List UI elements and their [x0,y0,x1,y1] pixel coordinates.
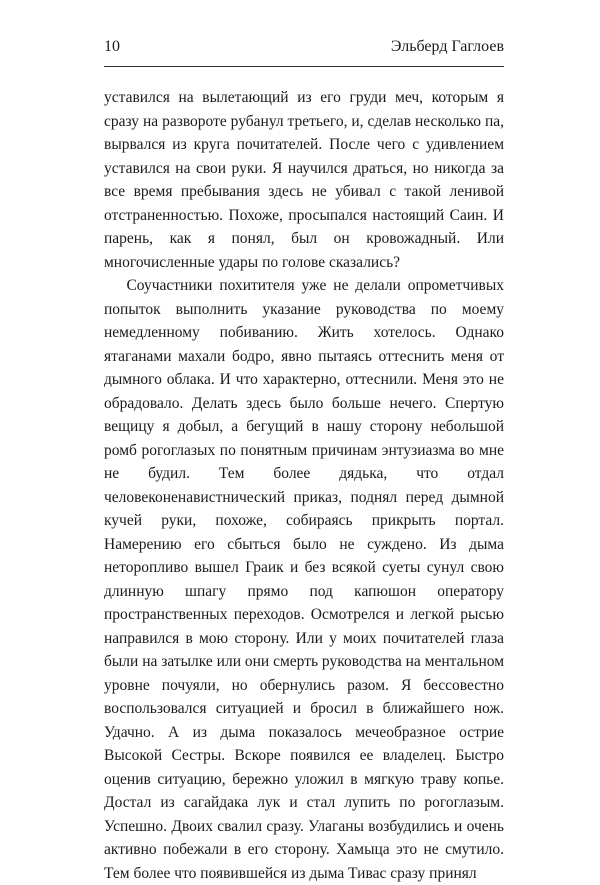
running-title: Эльберд Гаглоев [390,38,504,55]
page-header [104,34,504,60]
paragraph-2: Соучастники похитителя уже не делали опрометчивых попыток выполнить указание руководства по моему немедленному побиванию. Жить хотелось. Однако ятаганами махали бодро, явно пытаясь оттеснить меня от дымного облака. И что характерно, оттеснили. Меня это не обрадовало. Делать здесь было больше нечего. Спертую вещицу я добыл, а бегущий в нашу сторону небольшой ромб рогоглазых по понятным причинам энтузиазма во мне не будил. Тем более дядька, что отдал человеконенавистнический приказ, поднял перед дымной кучей руки, похоже, собираясь прикрыть портал. Намерению его сбыться было не суждено. Из дыма неторопливо вышел Граик и без всякой суеты сунул свою длинную шпагу прямо под капюшон оператору пространственных переходов. Осмотрелся и легкой рысью направился в мою сторону. Или у моих почитателей глаза были на затылке или они смерть руководства на ментальном уровне почуяли, но обернулись разом. Я бессовестно воспользовался ситуацией и бросил в ближайшего нож. Удачно. А из дыма показалось мечеобразное острие Высокой Сестры. Вскоре появился ее владелец. Быстро оценив ситуацию, бережно уложил в мягкую траву копье. Достал из сагайдака лук и стал лупить по рогоглазым. Успешно. Двоих свалил сразу. Улаганы возбудились и очень активно побежали в его сторону. Хамыца это не смутило. Тем более что появившейся из дыма Тивас сразу принял [104,277,505,882]
body-text [104,86,504,885]
page-number: 10 [104,38,120,55]
paragraph-1: уставился на вылетающий из его груди меч, которым я сразу на развороте рубанул третьего, и, сделав несколько па, вырвался из круга почитателей. После чего с удивлением уставился на свои руки. Я научился драться, но никогда за все время пребывания здесь не убивал с такой ленивой отстраненностью. Похоже, просыпался настоящий Саин. И парень, как я понял, был он кровожадный. Или многочисленные удары по голове сказались? [104,89,504,271]
header-divider [104,66,504,67]
